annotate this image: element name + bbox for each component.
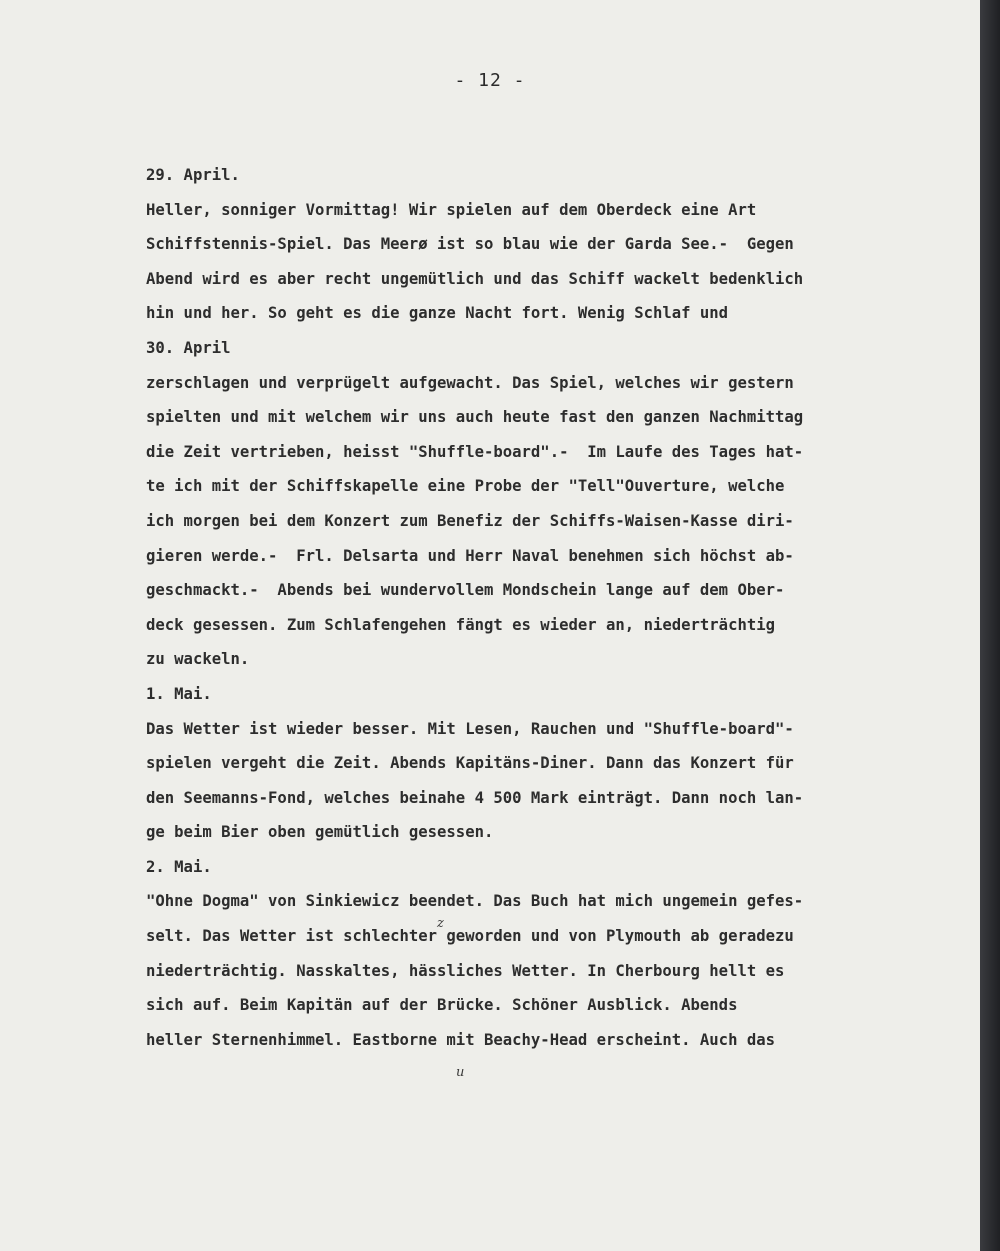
text-line: ge beim Bier oben gemütlich gesessen.	[146, 823, 494, 842]
text-line: "Ohne Dogma" von Sinkiewicz beendet. Das Buch hat mich ungemein gefes-	[146, 892, 804, 911]
text-line: 30. April	[146, 338, 231, 357]
scan-background-edge	[980, 0, 1000, 1251]
text-line: niederträchtig. Nasskaltes, hässliches Wetter. In Cherbourg hellt es	[146, 961, 785, 980]
text-line: den Seemanns-Fond, welches beinahe 4 500 Mark einträgt. Dann noch lan-	[146, 788, 804, 807]
typed-text-body	[146, 158, 936, 1057]
text-line: gieren werde.- Frl. Delsarta und Herr Naval benehmen sich höchst ab-	[146, 546, 794, 565]
text-line: 29. April.	[146, 166, 240, 184]
text-line: Schiffstennis-Spiel. Das Meerø ist so blau wie der Garda See.- Gegen	[146, 235, 794, 254]
text-line: ich morgen bei dem Konzert zum Benefiz der Schiffs-Waisen-Kasse diri-	[146, 511, 794, 530]
text-line: geschmackt.- Abends bei wundervollem Mondschein lange auf dem Ober-	[146, 581, 785, 600]
text-line: hin und her. So geht es die ganze Nacht fort. Wenig Schlaf und	[146, 304, 729, 323]
text-line: selt. Das Wetter ist schlechter geworden und von Plymouth ab geradezu	[146, 927, 794, 946]
text-line: zu wackeln.	[146, 650, 250, 669]
text-line: sich auf. Beim Kapitän auf der Brücke. Schöner Ausblick. Abends	[146, 996, 738, 1015]
text-line: spielen vergeht die Zeit. Abends Kapitäns-Diner. Dann das Konzert für	[146, 754, 794, 773]
handwritten-u-correction: u	[456, 1065, 465, 1080]
text-line: 1. Mai.	[146, 684, 212, 703]
text-line: heller Sternenhimmel. Eastborne mit Beachy-Head erscheint. Auch das	[146, 1030, 776, 1049]
text-line: zerschlagen und verprügelt aufgewacht. Das Spiel, welches wir gestern	[146, 373, 794, 392]
text-line: spielten und mit welchem wir uns auch heute fast den ganzen Nachmittag	[146, 408, 804, 427]
text-line: Heller, sonniger Vormittag! Wir spielen auf dem Oberdeck eine Art	[146, 200, 757, 219]
handwritten-z-correction: z	[437, 916, 444, 931]
text-line: die Zeit vertrieben, heisst "Shuffle-board".- Im Laufe des Tages hat-	[146, 442, 804, 461]
text-line: 2. Mai.	[146, 857, 212, 876]
text-line: deck gesessen. Zum Schlafengehen fängt es wieder an, niederträchtig	[146, 615, 776, 634]
text-line: Das Wetter ist wieder besser. Mit Lesen, Rauchen und "Shuffle-board"-	[146, 719, 794, 738]
text-line: te ich mit der Schiffskapelle eine Probe der "Tell"Ouverture, welche	[146, 477, 785, 496]
text-line: Abend wird es aber recht ungemütlich und das Schiff wackelt bedenklich	[146, 269, 804, 288]
page-number: - 12 -	[454, 70, 526, 91]
